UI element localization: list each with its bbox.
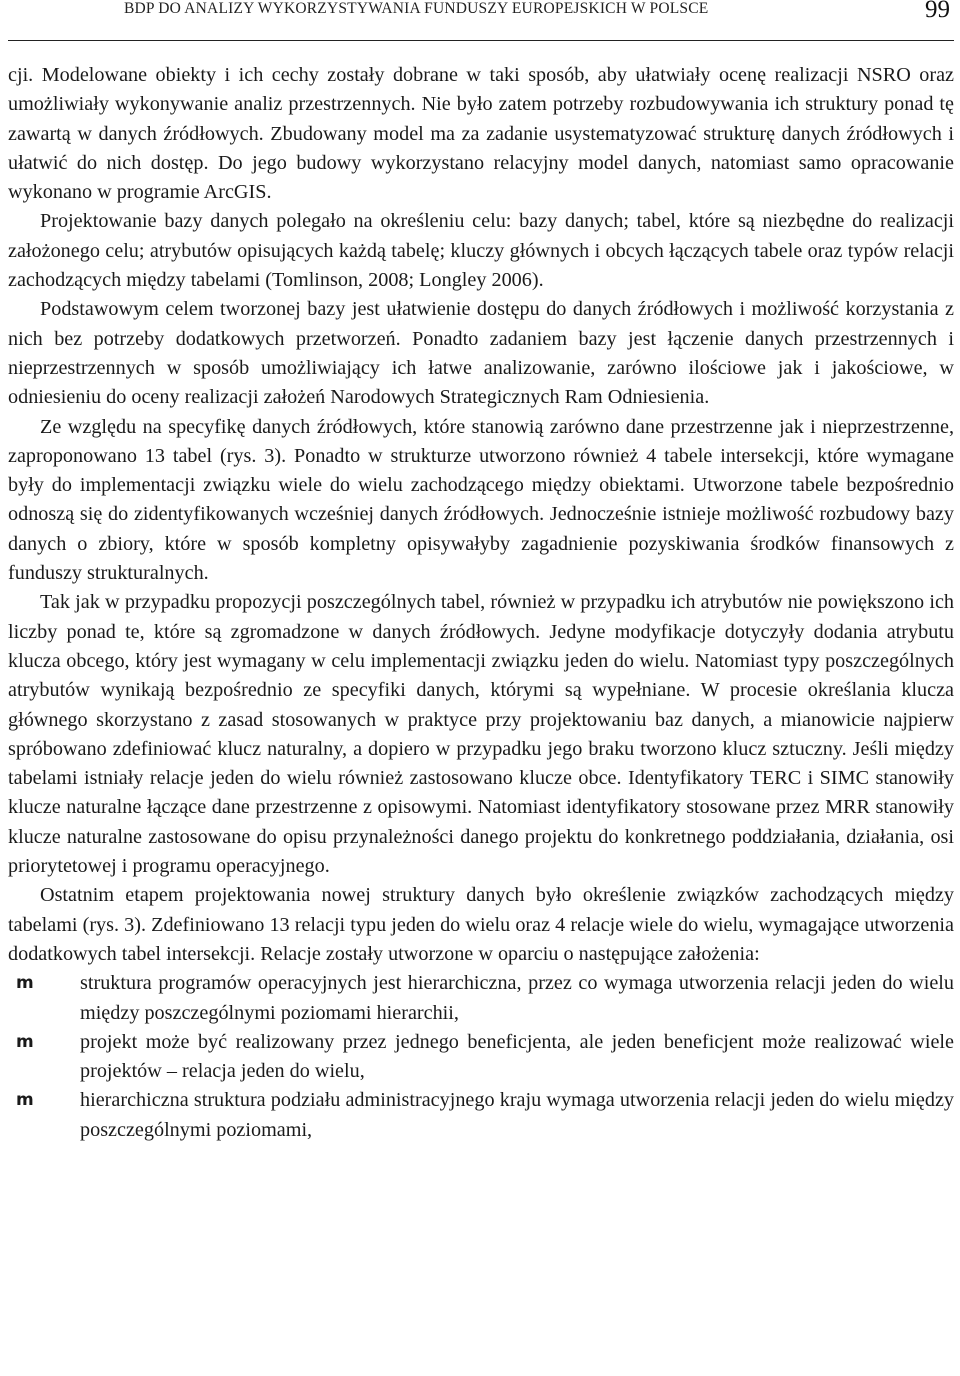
bullet-marker-icon: m: [16, 1031, 34, 1052]
body-text: [8, 61, 954, 1145]
page-number: 99: [925, 0, 950, 23]
paragraph: Projektowanie bazy danych polegało na określeniu celu: bazy danych; tabel, które są niezbędne do realizacji założonego celu; atrybutów opisujących każdą tabelę; kluczy głównych i obcych łączących tabele oraz typów relacji zachodzących między tabelami (Tomlinson, 2008; Longley 2006).: [8, 210, 954, 292]
bullet-list: [8, 969, 954, 1145]
bullet-marker-icon: m: [16, 1090, 34, 1111]
running-header-title: BDP DO ANALIZY WYKORZYSTYWANIA FUNDUSZY EUROPEJSKICH W POLSCE: [124, 0, 709, 17]
bullet-marker-icon: m: [16, 973, 34, 994]
running-header: [8, 0, 954, 41]
paragraph: Podstawowym celem tworzonej bazy jest ułatwienie dostępu do danych źródłowych i możliwość korzystania z nich bez potrzeby dodatkowych przetworzeń. Ponadto zadaniem bazy jest łączenie danych przestrzennych i nieprzestrzennych w sposób umożliwiający ich łatwe analizowanie, zarówno ilościowe jak i jakościowe, w odniesieniu do oceny realizacji założeń Narodowych Strategicznych Ram Odniesienia.: [8, 298, 954, 409]
paragraph: cji. Modelowane obiekty i ich cechy zostały dobrane w taki sposób, aby ułatwiały ocenę realizacji NSRO oraz umożliwiały wykonywanie analiz przestrzennych. Nie było zatem potrzeby rozbudowywania ich struktury ponad tę zawartą w danych źródłowych. Zbudowany model ma za zadanie usystematyzować strukturę danych źródłowych i ułatwić do nich dostęp. Do jego budowy wykorzystano relacyjny model danych, natomiast samo opracowanie wykonano w programie ArcGIS.: [8, 64, 954, 204]
list-item-text: projekt może być realizowany przez jednego beneficjenta, ale jeden beneficjent może realizować wiele projektów – relacja jeden do wielu,: [80, 1030, 954, 1083]
list-item: [8, 969, 954, 1028]
list-item: [8, 1086, 954, 1145]
list-item-text: hierarchiczna struktura podziału administracyjnego kraju wymaga utworzenia relacji jeden do wielu między poszczególnymi poziomami,: [80, 1089, 954, 1141]
list-item: [8, 1028, 954, 1087]
list-item-text: struktura programów operacyjnych jest hierarchiczna, przez co wymaga utworzenia relacji jeden do wielu między poszczególnymi poziomami hierarchii,: [80, 972, 954, 1024]
paragraph: Ze względu na specyfikę danych źródłowych, które stanowią zarówno dane przestrzenne jak i nieprzestrzenne, zaproponowano 13 tabel (rys. 3). Ponadto w strukturze utworzono również 4 tabele intersekcji, które wymagane były do implementacji związku wiele do wielu zachodzącego między obiektami. Utworzone tabele bezpośrednio odnoszą się do zidentyfikowanych wcześniej danych źródłowych. Jednocześnie istnieje możliwość rozbudowy bazy danych o zbiory, które w sposób kompletny opisywałyby zagadnienie pozyskiwania środków finansowych z funduszy strukturalnych.: [8, 415, 954, 585]
paragraph: Ostatnim etapem projektowania nowej struktury danych było określenie związków zachodzących między tabelami (rys. 3). Zdefiniowano 13 relacji typu jeden do wielu oraz 4 relacje wiele do wielu, wymagające utworzenia dodatkowych tabel intersekcji. Relacje zostały utworzone w oparciu o następujące założenia:: [8, 884, 954, 965]
paragraph: Tak jak w przypadku propozycji poszczególnych tabel, również w przypadku ich atrybutów nie powiększono ich liczby ponad te, które są zgromadzone w danych źródłowych. Jedyne modyfikacje dotyczyły dodania atrybutu klucza obcego, który jest wymagany w celu implementacji związku jeden do wielu. Natomiast typy poszczególnych atrybutów wynikają bezpośrednio ze specyfiki danych, którymi są wypełniane. W procesie określania klucza głównego skorzystano z zasad stosowanych w praktyce przy projektowaniu baz danych, a mianowicie najpierw spróbowano zdefiniować klucz naturalny, a dopiero w przypadku jego braku tworzono klucz sztuczny. Jeśli między tabelami istniały relacje jeden do wielu również zastosowano klucze obce. Identyfikatory TERC i SIMC stanowiły klucze naturalne łączące dane przestrzenne z opisowymi. Natomiast identyfikatory stosowane przez MRR stanowiły klucze naturalne zastosowane do opisu przynależności danego projektu do konkretnego poddziałania, działania, osi priorytetowej i programu operacyjnego.: [8, 591, 954, 878]
